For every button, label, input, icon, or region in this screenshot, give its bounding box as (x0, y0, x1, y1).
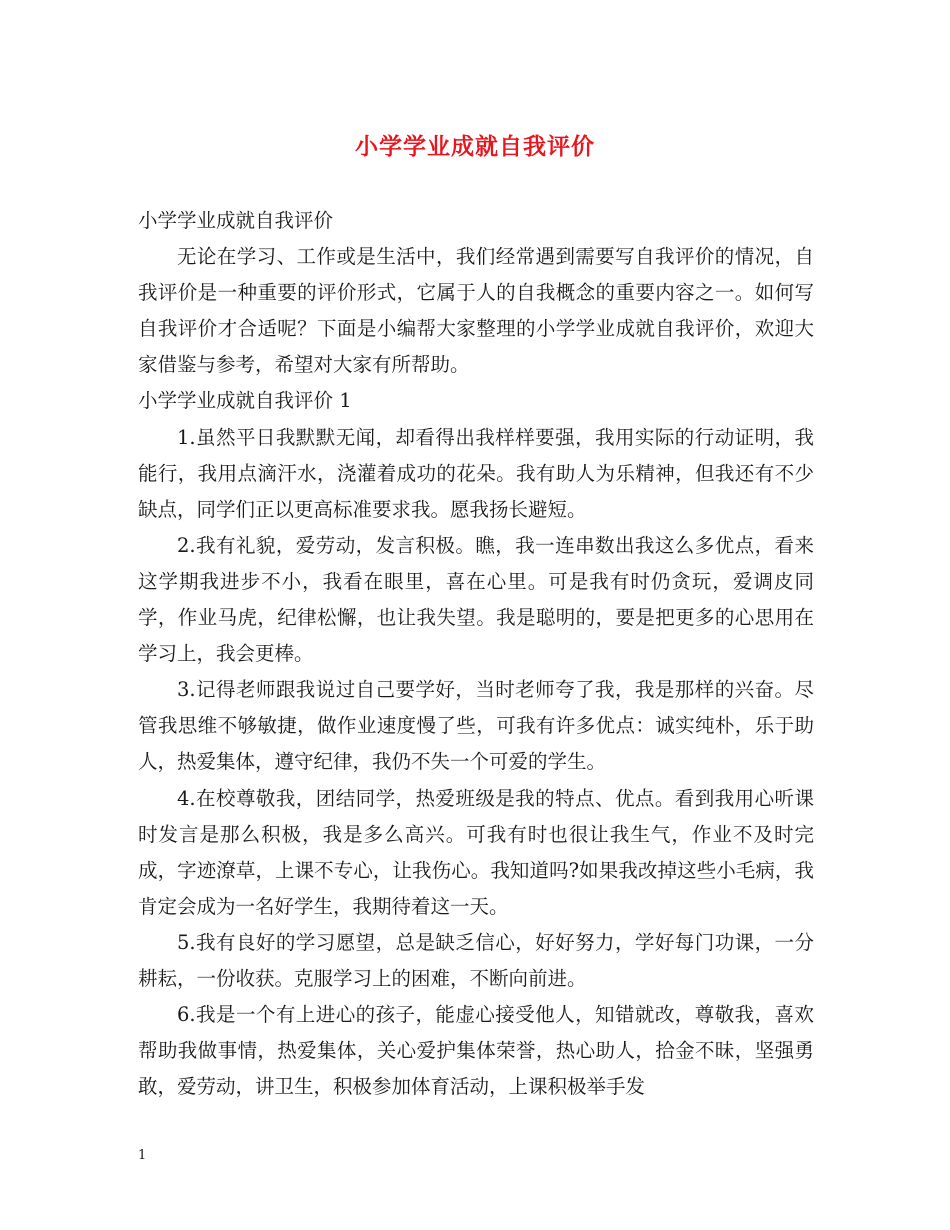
list-item: 2.我有礼貌，爱劳动，发言积极。瞧，我一连串数出我这么多优点，看来这学期我进步不小，我看在眼里，喜在心里。可是我有时仍贪玩，爱调皮同学，作业马虎，纪律松懈，也让我失望。我是聪明的，要是把更多的心思用在学习上，我会更棒。 (138, 533, 814, 666)
document-subtitle: 小学学业成就自我评价 (138, 209, 334, 232)
document-body (138, 203, 814, 1105)
section-heading: 小学学业成就自我评价 1 (138, 389, 352, 413)
list-item: 5.我有良好的学习愿望，总是缺乏信心，好好努力，学好每门功课，一分耕耘，一份收获。克服学习上的困难，不断向前进。 (138, 930, 814, 990)
list-item: 4.在校尊敬我，团结同学，热爱班级是我的特点、优点。看到我用心听课时发言是那么积极，我是多么高兴。可我有时也很让我生气，作业不及时完成，字迹潦草，上课不专心，让我伤心。我知道吗?如果我改掉这些小毛病，我肯定会成为一名好学生，我期待着这一天。 (138, 786, 814, 918)
page-number: 1 (138, 1148, 147, 1163)
document-title: 小学学业成就自我评价 (355, 133, 595, 160)
list-item: 6.我是一个有上进心的孩子，能虚心接受他人，知错就改，尊敬我，喜欢帮助我做事情，热爱集体，关心爱护集体荣誉，热心助人，拾金不昧，坚强勇敢，爱劳动，讲卫生，积极参加体育活动，上课积极举手发 (138, 1003, 814, 1099)
list-item: 3.记得老师跟我说过自己要学好，当时老师夸了我，我是那样的兴奋。尽管我思维不够敏捷，做作业速度慢了些，可我有许多优点：诚实纯朴，乐于助人，热爱集体，遵守纪律，我仍不失一个可爱的学生。 (138, 678, 814, 774)
list-item: 1.虽然平日我默默无闻，却看得出我样样要强，我用实际的行动证明，我能行，我用点滴汗水，浇灌着成功的花朵。我有助人为乐精神，但我还有不少缺点，同学们正以更高标准要求我。愿我扬长避短。 (138, 425, 814, 521)
intro-paragraph: 无论在学习、工作或是生活中，我们经常遇到需要写自我评价的情况，自我评价是一种重要的评价形式，它属于人的自我概念的重要内容之一。如何写自我评价才合适呢？下面是小编帮大家整理的小学学业成就自我评价，欢迎大家借鉴与参考，希望对大家有所帮助。 (138, 245, 814, 377)
